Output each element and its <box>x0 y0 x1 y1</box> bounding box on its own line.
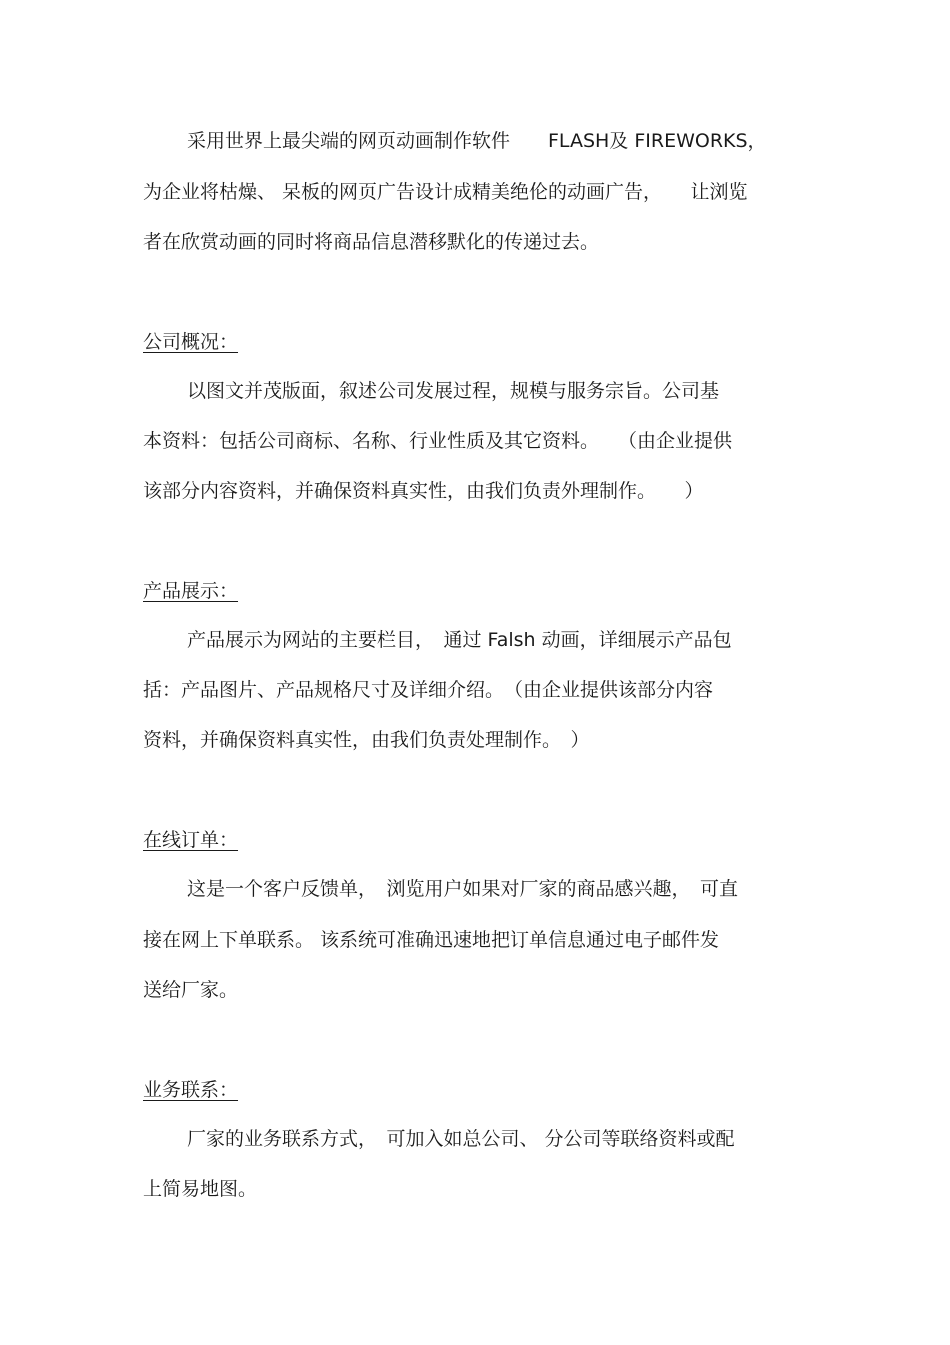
section-company-line-1: 以图文并茂版面，叙述公司发展过程，规模与服务宗旨。公司基 <box>187 380 720 402</box>
section-contact-line-1: 厂家的业务联系方式， 可加入如总公司、 分公司等联络资料或配 <box>187 1128 735 1150</box>
section-contact-line-2: 上简易地图。 <box>143 1178 258 1200</box>
section-order-line-3: 送给厂家。 <box>143 979 239 1001</box>
intro-line-3: 者在欣赏动画的同时将商品信息潜移默化的传递过去。 <box>143 231 600 253</box>
section-product-line-2: 括：产品图片、产品规格尺寸及详细介绍。 （由企业提供该部分内容 <box>143 679 714 701</box>
intro-line-1: 采用世界上最尖端的网页动画制作软件 FLASH及 FIREWORKS， <box>187 130 767 152</box>
section-heading-company-overview: 公司概况： <box>143 331 239 353</box>
section-company-line-3: 该部分内容资料，并确保资料真实性，由我们负责外理制作。 ） <box>143 480 704 502</box>
section-product-line-1: 产品展示为网站的主要栏目， 通过 Falsh 动画，详细展示产品包 <box>187 629 732 651</box>
section-product-line-3: 资料，并确保资料真实性，由我们负责处理制作。 ） <box>143 729 590 751</box>
section-order-line-2: 接在网上下单联系。 该系统可准确迅速地把订单信息通过电子邮件发 <box>143 929 720 951</box>
section-heading-online-order: 在线订单： <box>143 829 239 851</box>
intro-line-2: 为企业将枯燥、 呆板的网页广告设计成精美绝伦的动画广告， 让浏览 <box>143 181 748 203</box>
section-heading-product-showcase: 产品展示： <box>143 580 239 602</box>
section-order-line-1: 这是一个客户反馈单， 浏览用户如果对厂家的商品感兴趣， 可直 <box>187 878 739 900</box>
section-company-line-2: 本资料：包括公司商标、名称、行业性质及其它资料。 （由企业提供 <box>143 430 733 452</box>
section-heading-business-contact: 业务联系： <box>143 1079 239 1101</box>
